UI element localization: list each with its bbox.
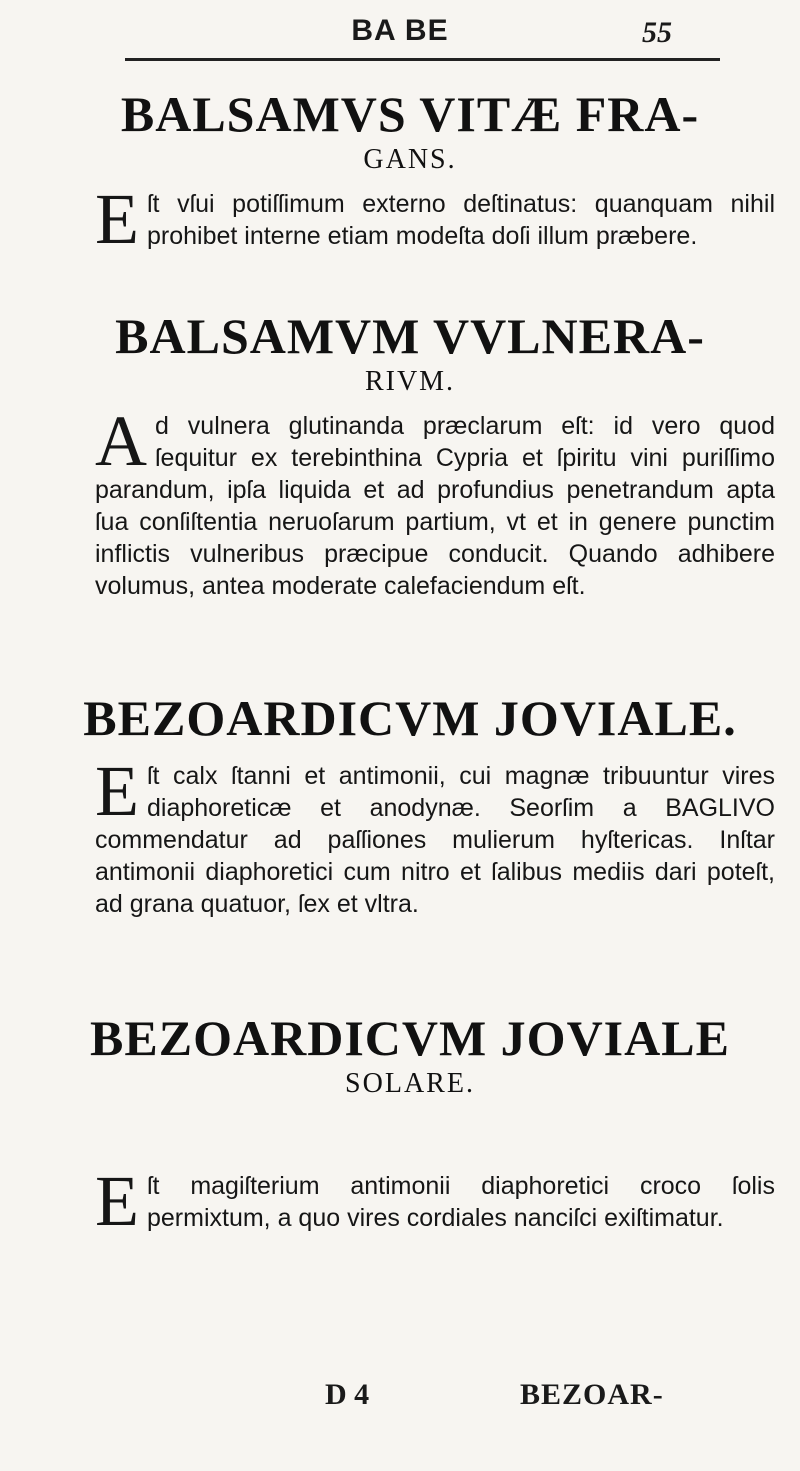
running-head	[0, 0, 800, 62]
entry-text-bezoardicum-joviale-solare	[95, 1161, 775, 1241]
heading-line: RIVM.	[364, 366, 456, 397]
heading-line: BEZOARDICVM JOVIALE	[90, 1010, 730, 1066]
heading-line: GANS.	[363, 144, 457, 175]
header-rule	[125, 58, 720, 61]
entry-text-bezoardicum-joviale	[95, 751, 775, 920]
drop-cap: E	[95, 179, 139, 259]
paragraph: ſt calx ſtanni et antimonii, cui magnæ tribuuntur vires diaphoreticæ et anodynæ. Seorſim a BAGLIVO commendatur ad paſſiones mulierum hyſtericas. Inſtar antimonii diaphoretici cum nitro et ſalibus mediis dari poteſt, ad grana quatuor, ſex et vltra.	[95, 762, 775, 918]
running-title: BA BE	[351, 14, 449, 47]
paragraph: d vulnera glutinanda præclarum eſt: id vero quod ſequitur ex terebinthina Cypria et ſpiritu vini puriſſimo parandum, ipſa liquida et ad profundius penetrandum apta ſua conſiſtentia neruoſarum partium, vt et in genere punctim inflictis vulneribus præcipue conducit. Quando adhibere volumus, antea moderate calefaciendum eſt.	[95, 412, 775, 600]
page-number: 55	[642, 16, 672, 49]
heading-line: BALSAMVM VVLNERA-	[115, 308, 705, 364]
catchword: BEZOAR-	[520, 1378, 664, 1411]
page-footer	[0, 1378, 800, 1418]
drop-cap: E	[95, 1161, 139, 1241]
drop-cap: E	[95, 751, 139, 831]
entry-text-balsamus-vitae	[95, 179, 775, 259]
paragraph: ſt magiſterium antimonii diaphoretici croco ſolis permixtum, a quo vires cordiales nanciſci exiſtimatur.	[146, 1172, 775, 1232]
heading-line: SOLARE.	[345, 1068, 475, 1099]
entry-heading-balsamum-vulnerarium	[60, 308, 760, 400]
heading-line: BALSAMVS VITÆ FRA-	[120, 86, 700, 142]
entry-heading-balsamus-vitae	[60, 86, 760, 178]
heading-line: BEZOARDICVM JOVIALE.	[83, 690, 737, 746]
signature-mark: D 4	[325, 1378, 370, 1411]
paragraph: ſt vſui potiſſimum externo deſtinatus: quanquam nihil prohibet interne etiam modeſta doſi illum præbere.	[146, 190, 775, 250]
entry-heading-bezoardicum-joviale	[60, 690, 760, 746]
entry-heading-bezoardicum-joviale-solare	[60, 1010, 760, 1102]
entry-text-balsamum-vulnerarium	[95, 401, 775, 602]
drop-cap: A	[95, 401, 147, 481]
